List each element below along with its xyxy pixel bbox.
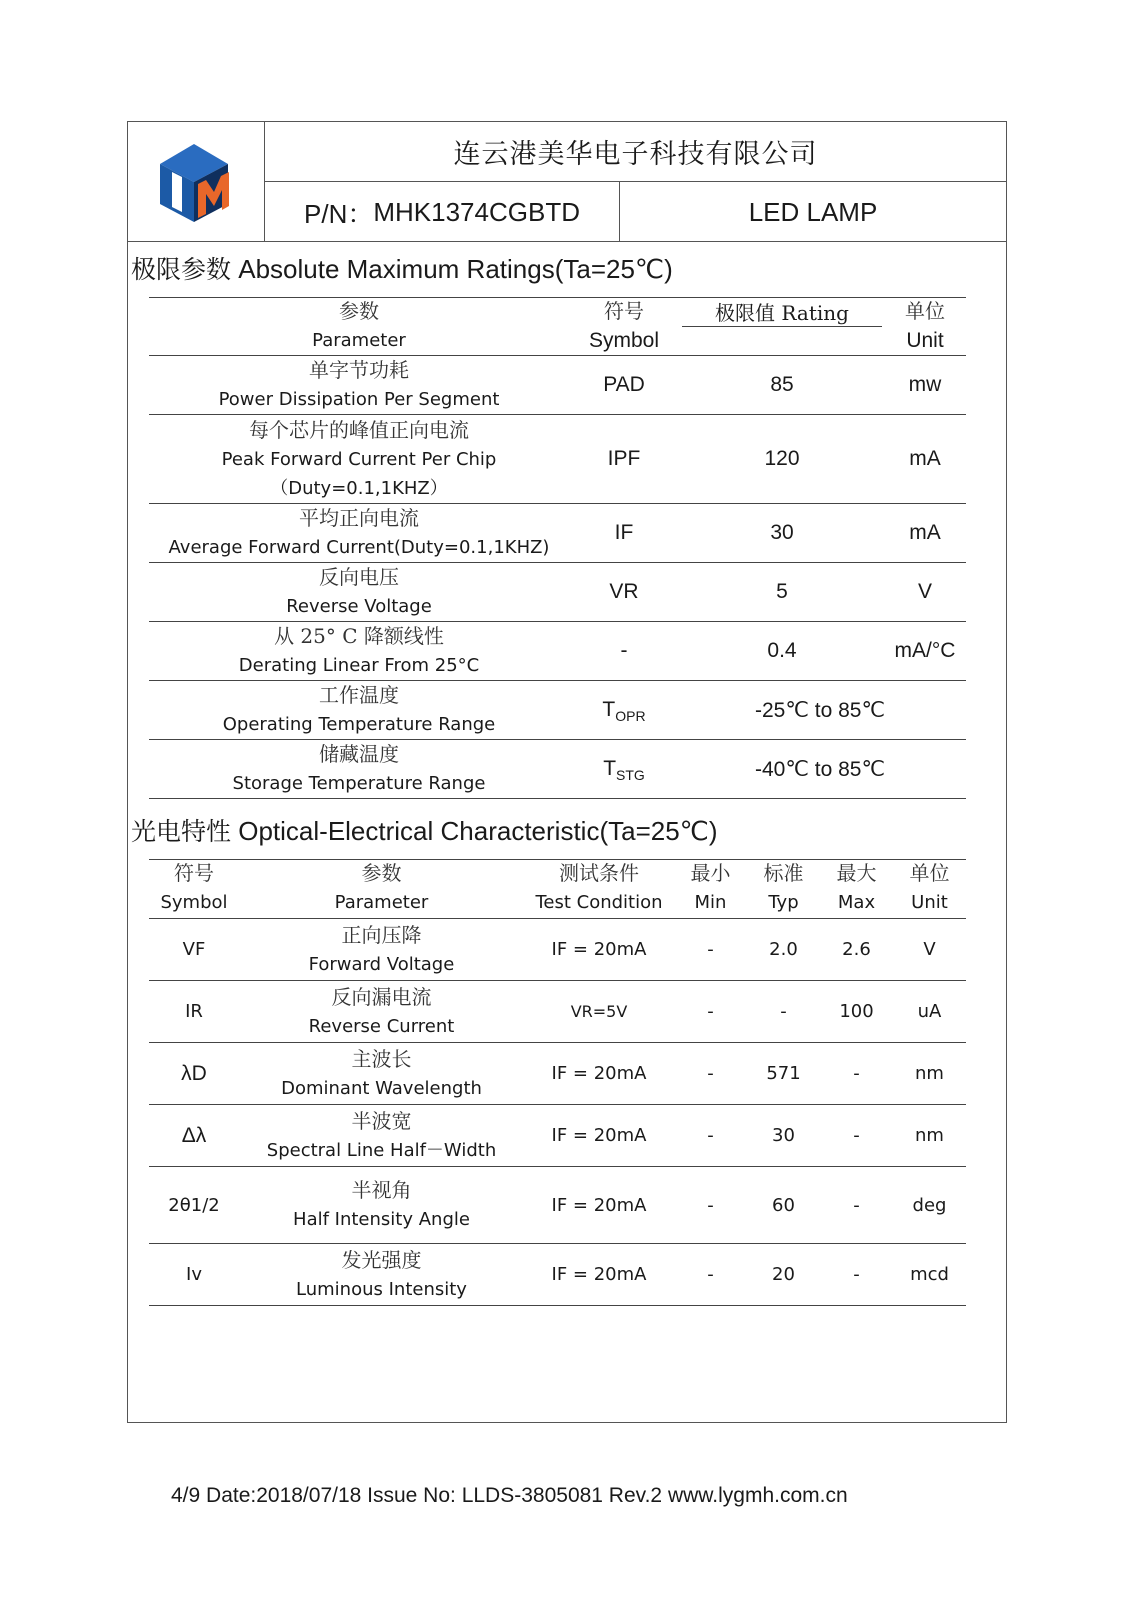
abs-param-en: Average Forward Current(Duty=0.1,1KHZ): [168, 537, 550, 558]
abs-param-en: Peak Forward Current Per Chip: [221, 448, 497, 470]
opt-unit: mcd: [910, 1264, 949, 1285]
opt-param-en: Half Intensity Angle: [293, 1209, 470, 1230]
opt-param-en: Luminous Intensity: [296, 1278, 467, 1300]
table-row: [149, 415, 966, 504]
opt-head-typ-zh: 标准: [763, 861, 804, 885]
abs-param-en: Power Dissipation Per Segment: [218, 389, 500, 410]
company-logo-icon: [128, 122, 265, 242]
opt-max: -: [853, 1264, 860, 1285]
opt-elec-title: [131, 812, 718, 848]
abs-symbol: IF: [614, 521, 634, 544]
abs-head-param-zh: 参数: [339, 298, 379, 323]
opt-param-zh: 半视角: [351, 1178, 412, 1202]
table-row: [149, 1105, 966, 1167]
abs-unit: V: [917, 580, 932, 603]
abs-rating: 120: [764, 447, 800, 470]
abs-head-symbol: [569, 296, 679, 355]
abs-param-cell: [149, 740, 569, 798]
opt-max: -: [853, 1063, 860, 1084]
abs-param-cell: [149, 356, 569, 414]
opt-param-cell: [239, 981, 524, 1042]
opt-head-unit-en: Unit: [911, 892, 948, 913]
opt-head-cond-zh: 测试条件: [559, 861, 639, 885]
abs-unit: mA: [909, 521, 941, 544]
opt-min: -: [707, 1001, 714, 1022]
abs-param-zh: 单字节功耗: [309, 358, 409, 382]
table-row: [149, 1043, 966, 1105]
abs-head-unit-zh: 单位: [905, 298, 945, 323]
table-row: [149, 356, 966, 415]
opt-param-en: Forward Voltage: [308, 953, 455, 975]
opt-param-en: Dominant Wavelength: [281, 1077, 482, 1099]
abs-param-en-note: （Duty=0.1,1KHZ）: [270, 477, 448, 499]
abs-rating: -25℃ to 85℃: [755, 698, 886, 722]
opt-min: -: [707, 1264, 714, 1285]
abs-ratings-title: [131, 250, 673, 286]
opt-head-symbol-en: Symbol: [160, 892, 228, 913]
opt-param-cell: [239, 919, 524, 980]
opt-symbol: λD: [181, 1061, 207, 1085]
opt-unit: uA: [917, 1001, 942, 1022]
abs-symbol-main: T: [603, 757, 617, 780]
opt-head-unit-zh: 单位: [909, 861, 950, 885]
table-row: [149, 681, 966, 740]
opt-symbol: IR: [185, 1001, 203, 1022]
table-row: [149, 563, 966, 622]
opt-head-max-zh: 最大: [836, 861, 877, 885]
opt-param-zh: 反向漏电流: [331, 984, 432, 1009]
opt-typ: 30: [772, 1125, 795, 1146]
opt-symbol: 2θ1/2: [168, 1194, 220, 1216]
opt-condition: IF = 20mA: [551, 1264, 647, 1285]
abs-symbol-sub: STG: [616, 767, 645, 783]
abs-head-parameter: [149, 296, 569, 355]
abs-symbol: [569, 740, 679, 798]
opt-typ: 60: [772, 1194, 795, 1216]
page-footer: 4/9 Date:2018/07/18 Issue No: LLDS-3805081 Rev.2 www.lygmh.com.cn: [171, 1484, 848, 1507]
opt-head-symbol-zh: 符号: [174, 861, 214, 885]
abs-symbol: -: [620, 639, 628, 662]
abs-param-en: Operating Temperature Range: [222, 714, 496, 735]
abs-param-zh: 每个芯片的峰值正向电流: [249, 417, 469, 442]
table-row: [149, 622, 966, 681]
datasheet-frame: [127, 121, 1007, 1423]
opt-head-param-zh: 参数: [361, 861, 402, 885]
abs-symbol: [569, 681, 679, 739]
abs-param-cell: [149, 563, 569, 621]
table-row: [149, 1167, 966, 1244]
opt-head-typ-en: Typ: [768, 892, 799, 913]
opt-param-cell: [239, 1167, 524, 1243]
opt-param-zh: 正向压降: [341, 922, 422, 947]
opt-head-max-en: Max: [837, 892, 876, 913]
opt-condition: IF = 20mA: [551, 1125, 647, 1146]
abs-rating: 5: [776, 580, 788, 603]
table-row: [149, 919, 966, 981]
product-type: LED LAMP: [748, 196, 878, 227]
abs-header-row: [149, 296, 966, 356]
opt-head-unit: [893, 858, 966, 918]
abs-head-unit-en: Unit: [906, 328, 944, 352]
opt-condition: IF = 20mA: [551, 1194, 647, 1216]
abs-rating: -40℃ to 85℃: [755, 757, 886, 781]
abs-param-cell: [149, 415, 569, 503]
abs-symbol: VR: [609, 580, 639, 603]
opt-symbol: Iv: [186, 1264, 202, 1285]
opt-max: 2.6: [842, 939, 871, 960]
opt-unit: deg: [912, 1194, 947, 1216]
table-row: [149, 740, 966, 799]
opt-title-en: Optical-Electrical Characteristic(Ta=25℃): [231, 816, 718, 846]
abs-rating: 0.4: [767, 639, 797, 662]
opt-head-min: [674, 858, 747, 918]
opt-header-row: [149, 858, 966, 919]
opt-param-cell: [239, 1244, 524, 1305]
opt-elec-table: [149, 858, 966, 1308]
abs-head-symbol-zh: 符号: [604, 298, 644, 323]
abs-head-param-en: Parameter: [312, 329, 406, 351]
opt-head-symbol: [149, 858, 239, 918]
opt-typ: 2.0: [769, 939, 798, 960]
opt-typ: 571: [766, 1063, 801, 1084]
opt-param-cell: [239, 1105, 524, 1166]
abs-param-cell: [149, 622, 569, 680]
opt-unit: nm: [915, 1125, 944, 1146]
opt-symbol: Δλ: [181, 1123, 207, 1147]
opt-param-cell: [239, 1043, 524, 1104]
table-row: [149, 1244, 966, 1306]
opt-max: 100: [839, 1001, 874, 1022]
abs-param-en: Storage Temperature Range: [232, 773, 486, 794]
opt-min: -: [707, 939, 714, 960]
abs-param-en: Derating Linear From 25°C: [238, 655, 480, 676]
opt-condition: IF = 20mA: [551, 939, 647, 960]
abs-ratings-table: [149, 296, 966, 806]
opt-head-max: [820, 858, 893, 918]
opt-head-min-zh: 最小: [690, 861, 731, 885]
opt-head-parameter: [239, 858, 524, 918]
opt-min: -: [707, 1063, 714, 1084]
abs-param-cell: [149, 504, 569, 562]
opt-condition: IF = 20mA: [551, 1063, 647, 1084]
part-number: [265, 182, 620, 242]
opt-param-zh: 主波长: [351, 1046, 412, 1071]
opt-condition: VR=5V: [570, 1002, 628, 1021]
opt-head-cond-en: Test Condition: [535, 892, 663, 913]
abs-head-symbol-en: Symbol: [588, 328, 660, 352]
abs-param-zh: 从 25° C 降额线性: [274, 624, 444, 648]
abs-param-zh: 反向电压: [319, 565, 399, 589]
opt-min: -: [707, 1125, 714, 1146]
abs-unit: mA/°C: [894, 639, 956, 662]
opt-head-condition: [524, 858, 674, 918]
abs-param-zh: 平均正向电流: [299, 506, 419, 530]
abs-unit: mA: [909, 447, 941, 470]
opt-param-en: Reverse Current: [308, 1015, 455, 1037]
abs-param-zh: 储藏温度: [319, 742, 399, 766]
company-name: 连云港美华电子科技有限公司: [265, 122, 1006, 182]
header-divider: [128, 241, 1006, 242]
part-number-label: P/N：: [304, 198, 374, 229]
opt-head-param-en: Parameter: [334, 892, 429, 913]
opt-head-min-en: Min: [694, 892, 727, 913]
opt-unit: nm: [915, 1063, 944, 1084]
abs-title-zh: 极限参数: [131, 255, 232, 284]
opt-param-zh: 半波宽: [351, 1108, 412, 1133]
table-row: [149, 981, 966, 1043]
opt-symbol: VF: [182, 939, 206, 960]
abs-param-en: Reverse Voltage: [286, 596, 432, 617]
opt-min: -: [707, 1194, 714, 1216]
abs-unit: mw: [908, 373, 942, 396]
abs-head-rating-label: 极限值 Rating: [715, 300, 849, 325]
abs-rating: 85: [770, 373, 794, 396]
opt-unit: V: [923, 939, 936, 960]
abs-symbol: PAD: [603, 373, 645, 396]
opt-typ: 20: [772, 1264, 795, 1285]
abs-symbol-sub: OPR: [615, 708, 646, 724]
abs-rating: 30: [770, 521, 794, 544]
opt-max: -: [853, 1194, 860, 1216]
abs-param-zh: 工作温度: [319, 683, 399, 707]
abs-param-cell: [149, 681, 569, 739]
opt-title-zh: 光电特性: [131, 817, 232, 846]
opt-max: -: [853, 1125, 860, 1146]
abs-title-en: Absolute Maximum Ratings(Ta=25℃): [231, 254, 673, 284]
opt-head-typ: [747, 858, 820, 918]
abs-symbol-main: T: [602, 698, 616, 721]
abs-head-unit: [884, 296, 966, 355]
opt-param-en: Spectral Line Half－Width: [266, 1139, 497, 1161]
abs-symbol: IPF: [607, 447, 641, 470]
table-row: [149, 504, 966, 563]
opt-param-zh: 发光强度: [341, 1247, 422, 1272]
opt-typ: -: [780, 1001, 787, 1022]
logo-cell: [128, 122, 265, 242]
part-number-value: MHK1374CGBTD: [373, 196, 580, 227]
abs-head-rating: [682, 296, 882, 327]
